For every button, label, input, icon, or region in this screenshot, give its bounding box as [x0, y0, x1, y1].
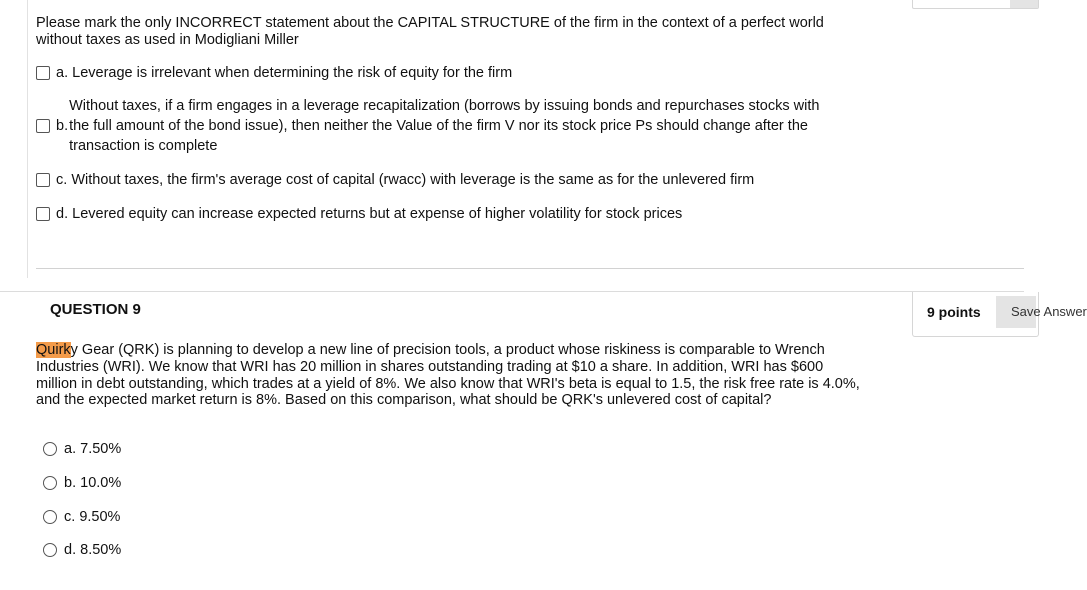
checkbox[interactable] [36, 119, 50, 133]
prev-option-d[interactable] [36, 204, 682, 224]
radio-button[interactable] [43, 442, 57, 456]
answer-option-a[interactable] [43, 441, 121, 457]
option-letter: d. [64, 542, 77, 558]
answer-option-c[interactable] [43, 509, 120, 525]
save-answer-button[interactable]: Save Answer [996, 296, 1036, 328]
radio-button[interactable] [43, 510, 57, 524]
checkbox[interactable] [36, 173, 50, 187]
prev-points-box [912, 0, 1039, 9]
question-title: QUESTION 9 [50, 301, 141, 318]
option-letter: c. [56, 172, 68, 188]
option-letter: b. [56, 118, 69, 134]
option-text: Without taxes, if a firm engages in a leverage recapitalization (borrows by issuing bonds and repurchases stocks with the full amount of the bond issue), then neither the Value of the firm V nor its stock price Ps should change after the transaction is complete [69, 98, 820, 154]
prev-option-c[interactable] [36, 170, 754, 190]
option-text: Without taxes, the firm's average cost of capital (rwacc) with leverage is the same as for the unlevered firm [71, 172, 755, 188]
option-letter: a. [64, 441, 77, 457]
radio-button[interactable] [43, 543, 57, 557]
prev-option-b[interactable] [36, 96, 839, 156]
option-letter: b. [64, 475, 77, 491]
divider [36, 268, 1024, 269]
prev-save-tab[interactable] [1010, 0, 1038, 8]
points-label: 9 points [927, 304, 981, 320]
option-letter: c. [64, 509, 76, 525]
highlighted-text: Quirk [36, 342, 71, 358]
checkbox[interactable] [36, 66, 50, 80]
option-letter: d. [56, 206, 69, 222]
option-text: 8.50% [80, 542, 122, 558]
checkbox[interactable] [36, 207, 50, 221]
answer-option-d[interactable] [43, 542, 121, 558]
prev-option-a[interactable] [36, 63, 512, 83]
prev-question-prompt: Please mark the only INCORRECT statement about the CAPITAL STRUCTURE of the firm in the context of a perfect world without taxes as used in Modigliani Miller [36, 15, 824, 48]
question-divider [0, 291, 1024, 292]
question-text-body: y Gear (QRK) is planning to develop a new line of precision tools, a product whose riskiness is comparable to Wrench Industries (WRI). We know that WRI has 20 million in shares outstanding trading at $10 a share. In addition, WRI has $600 million in debt outstanding, which trades at a yield of 8%. We also know that WRI's beta is equal to 1.5, the risk free rate is 4.0%, and the expected market return is 8%. Based on this comparison, what should be QRK's unlevered cost of capital? [36, 342, 860, 409]
option-text: 9.50% [79, 509, 121, 525]
option-text: 7.50% [80, 441, 122, 457]
radio-button[interactable] [43, 476, 57, 490]
option-text: Levered equity can increase expected returns but at expense of higher volatility for stock prices [72, 206, 683, 222]
option-text: 10.0% [80, 475, 122, 491]
question-text [36, 342, 866, 409]
answer-option-b[interactable] [43, 475, 121, 491]
option-text: Leverage is irrelevant when determining the risk of equity for the firm [72, 65, 513, 81]
panel-border [27, 0, 28, 278]
option-letter: a. [56, 65, 69, 81]
